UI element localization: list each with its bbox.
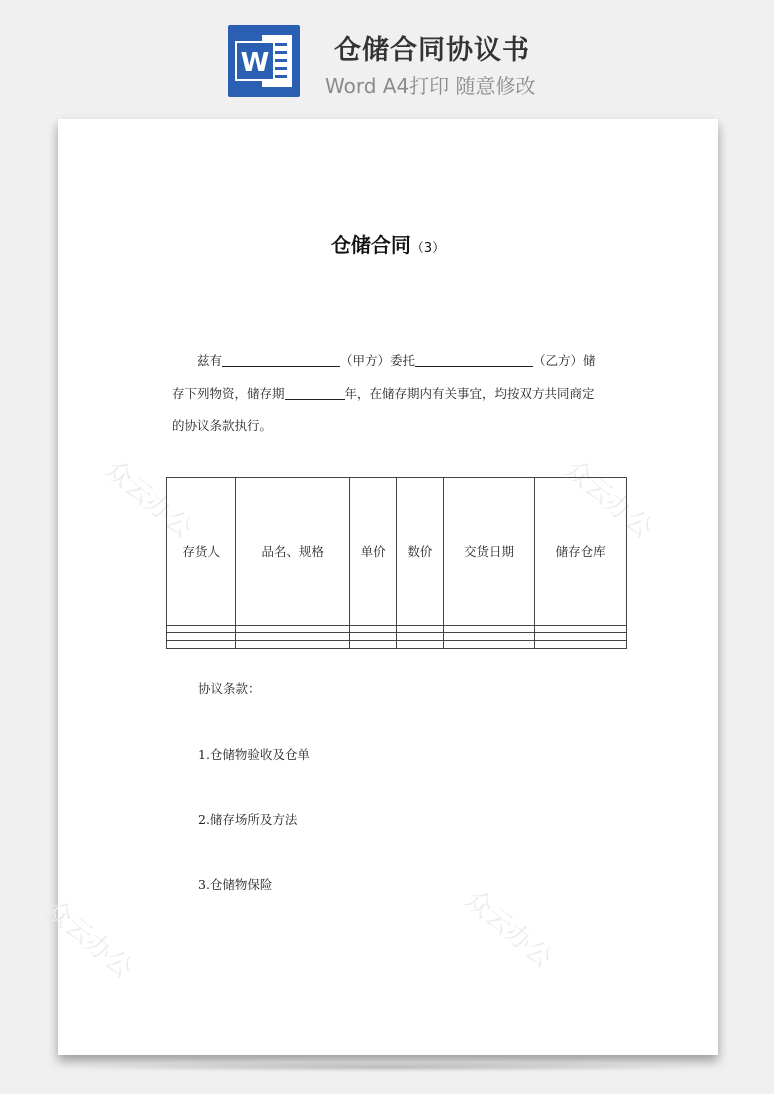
table-cell[interactable] [167, 625, 236, 633]
table-cell[interactable] [443, 625, 535, 633]
party-b-blank[interactable] [415, 352, 533, 367]
table-cell[interactable] [535, 625, 627, 633]
page-header [0, 0, 774, 110]
header-title: 仓储合同协议书 [334, 35, 530, 66]
page-shadow [66, 1062, 710, 1072]
table-cell[interactable] [350, 633, 397, 641]
table-header-cell: 单价 [350, 478, 397, 626]
table-header-cell: 数价 [396, 478, 443, 626]
table-cell[interactable] [396, 625, 443, 633]
table-header-row [167, 478, 627, 626]
table-cell[interactable] [350, 625, 397, 633]
table-row [167, 641, 627, 649]
word-icon-letter: W [235, 41, 275, 81]
watermark: 众云办公 [38, 894, 138, 985]
goods-table [166, 477, 627, 649]
table-cell[interactable] [396, 641, 443, 649]
clause-item: 1.仓储物验收及仓单 [198, 747, 310, 762]
watermark: 众云办公 [98, 454, 198, 545]
intro-paragraph: 兹有 （甲方）委托 （乙方）储 存下列物资，储存期 年，在储存期内有关事宜，均按双方共同商定 的协议条款执行。 [172, 353, 596, 433]
clause-item: 2.储存场所及方法 [198, 812, 298, 827]
document-page [38, 119, 718, 1055]
header-subtitle: Word A4打印 随意修改 [325, 74, 536, 98]
table-cell[interactable] [350, 641, 397, 649]
document-title: 仓储合同（3） [330, 233, 446, 257]
table-cell[interactable] [535, 633, 627, 641]
table-row [167, 633, 627, 641]
table-cell[interactable] [236, 625, 350, 633]
party-a-blank[interactable] [222, 352, 340, 367]
table-row [167, 625, 627, 633]
table-cell[interactable] [443, 641, 535, 649]
table-header-cell: 存货人 [167, 478, 236, 626]
table-cell[interactable] [535, 641, 627, 649]
table-cell[interactable] [236, 633, 350, 641]
table-cell[interactable] [167, 641, 236, 649]
clauses-title: 协议条款： [198, 681, 261, 696]
table-header-cell: 品名、规格 [236, 478, 350, 626]
word-icon [228, 25, 300, 97]
table-cell[interactable] [236, 641, 350, 649]
table-header-cell: 交货日期 [443, 478, 535, 626]
table-cell[interactable] [167, 633, 236, 641]
watermark: 众云办公 [558, 454, 658, 545]
table-cell[interactable] [396, 633, 443, 641]
watermark: 众云办公 [458, 884, 558, 975]
storage-period-blank[interactable] [285, 385, 345, 400]
clause-item: 3.仓储物保险 [198, 877, 273, 892]
document-title-suffix: （3） [410, 241, 446, 256]
table-header-cell: 储存仓库 [535, 478, 627, 626]
table-cell[interactable] [443, 633, 535, 641]
